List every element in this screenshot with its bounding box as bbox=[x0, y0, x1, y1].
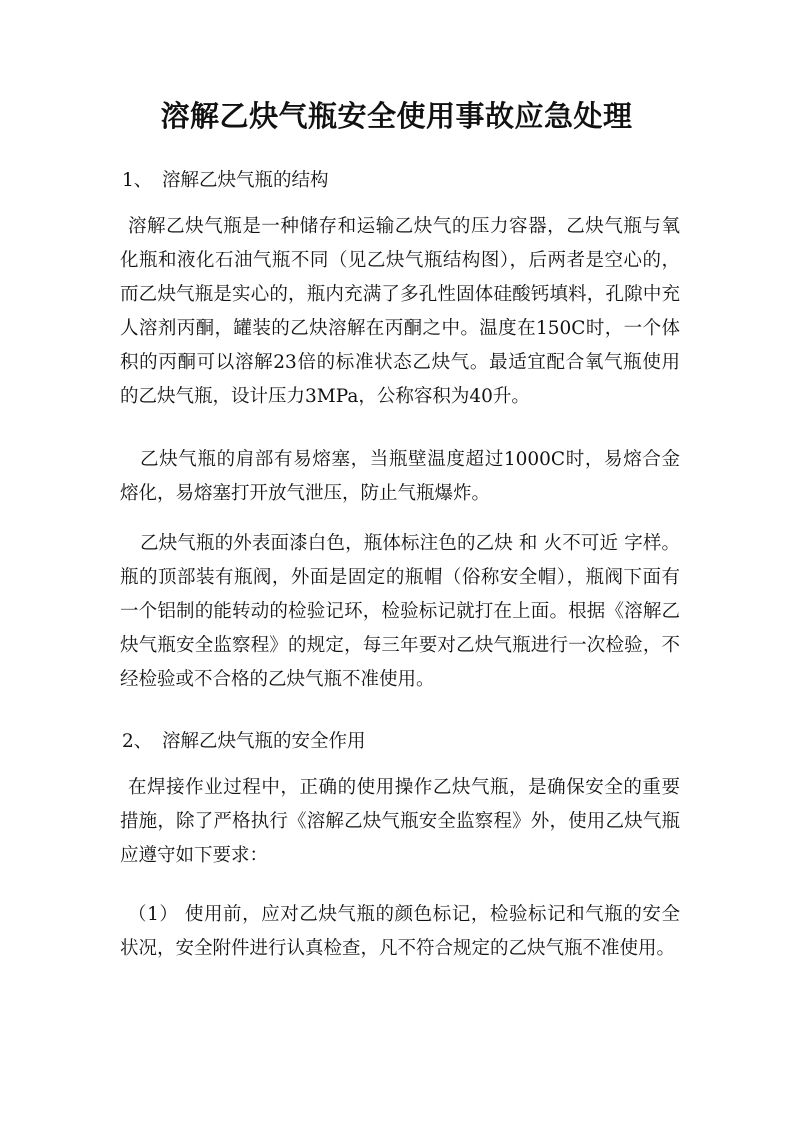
section-1-paragraph-3: 乙炔气瓶的外表面漆白色，瓶体标注色的乙炔 和 火不可近 字样。瓶的顶部装有瓶阀，外面是固定的瓶帽（俗称安全帽），瓶阀下面有一个铝制的能转动的检验记环，检验标记就打在上面。根据《溶解乙炔气瓶安全监察程》的规定，每三年要对乙炔气瓶进行一次检验，不经检验或不合格的乙炔气瓶不准使用。 bbox=[120, 533, 680, 690]
section-2-number: 2、 bbox=[122, 731, 153, 752]
section-2-paragraph-1: 在焊接作业过程中，正确的使用操作乙炔气瓶，是确保安全的重要措施，除了严格执行《溶解乙炔气瓶安全监察程》外，使用乙炔气瓶应遵守如下要求： bbox=[120, 777, 680, 866]
section-2-paragraph-2: （1） 使用前，应对乙炔气瓶的颜色标记，检验标记和气瓶的安全状况，安全附件进行认真检查，凡不符合规定的乙炔气瓶不准使用。 bbox=[120, 904, 680, 959]
section-1-heading-text: 溶解乙炔气瓶的结构 bbox=[162, 170, 329, 191]
section-1-number: 1、 bbox=[122, 170, 153, 191]
section-2-heading-text: 溶解乙炔气瓶的安全作用 bbox=[162, 731, 366, 752]
section-1-heading bbox=[122, 164, 329, 198]
section-1-paragraph-1: 溶解乙炔气瓶是一种储存和运输乙炔气的压力容器，乙炔气瓶与氧化瓶和液化石油气瓶不同（见乙炔气瓶结构图），后两者是空心的，而乙炔气瓶是实心的，瓶内充满了多孔性固体硅酸钙填料，孔隙中充人溶剂丙酮，罐装的乙炔溶解在丙酮之中。温度在150C时，一个体积的丙酮可以溶解23倍的标准状态乙炔气。最适宜配合氧气瓶使用的乙炔气瓶，设计压力3MPa，公称容积为40升。 bbox=[120, 216, 680, 407]
section-1-paragraph-2: 乙炔气瓶的肩部有易熔塞，当瓶壁温度超过1000C时，易熔合金熔化，易熔塞打开放气泄压，防止气瓶爆炸。 bbox=[120, 449, 680, 504]
section-2-heading bbox=[122, 725, 366, 759]
document-title: 溶解乙炔气瓶安全使用事故应急处理 bbox=[160, 99, 633, 133]
